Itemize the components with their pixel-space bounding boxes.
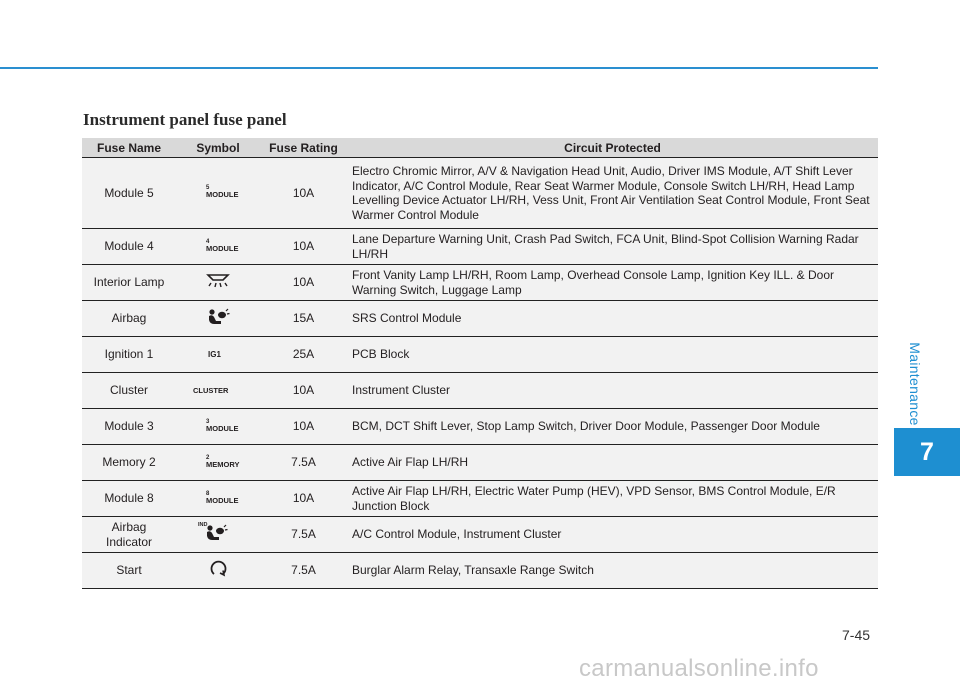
module-symbol: 4 MODULE	[206, 238, 239, 253]
table-row	[82, 158, 878, 229]
chapter-tab: 7	[894, 428, 960, 476]
airbag-icon	[206, 308, 230, 330]
fuse-name: Module 5	[82, 158, 176, 229]
fuse-symbol	[176, 409, 260, 445]
circuit-protected: Lane Departure Warning Unit, Crash Pad Switch, FCA Unit, Blind-Spot Collision Warning Radar LH/RH	[347, 229, 878, 265]
fuse-name: Module 4	[82, 229, 176, 265]
module-symbol: 3 MODULE	[206, 418, 239, 433]
circuit-protected: SRS Control Module	[347, 301, 878, 337]
fuse-rating: 10A	[260, 158, 347, 229]
fuse-rating: 7.5A	[260, 553, 347, 589]
circuit-protected: A/C Control Module, Instrument Cluster	[347, 517, 878, 553]
module-symbol: 5 MODULE	[206, 185, 239, 200]
fuse-rating: 10A	[260, 373, 347, 409]
fuse-name: Start	[82, 553, 176, 589]
fuse-symbol	[176, 265, 260, 301]
circuit-protected: BCM, DCT Shift Lever, Stop Lamp Switch, Driver Door Module, Passenger Door Module	[347, 409, 878, 445]
circuit-protected: Front Vanity Lamp LH/RH, Room Lamp, Overhead Console Lamp, Ignition Key ILL. & Door Warning Switch, Luggage Lamp	[347, 265, 878, 301]
fuse-name: Memory 2	[82, 445, 176, 481]
fuse-rating: 10A	[260, 409, 347, 445]
module-symbol: 8 MODULE	[206, 490, 239, 505]
fuse-rating: 7.5A	[260, 517, 347, 553]
fuse-rating: 10A	[260, 229, 347, 265]
fuse-symbol	[176, 158, 260, 229]
fuse-symbol	[176, 301, 260, 337]
page-title: Instrument panel fuse panel	[83, 110, 287, 129]
fuse-name: Interior Lamp	[82, 265, 176, 301]
table-row	[82, 517, 878, 553]
fuse-name: Module 8	[82, 481, 176, 517]
circuit-protected: Burglar Alarm Relay, Transaxle Range Switch	[347, 553, 878, 589]
fuse-symbol	[176, 481, 260, 517]
fuse-name: Airbag	[82, 301, 176, 337]
col-fuse-name: Fuse Name	[82, 138, 176, 158]
fuse-symbol	[176, 517, 260, 553]
table-row	[82, 553, 878, 589]
fuse-name: Airbag Indicator	[82, 517, 176, 553]
fuse-symbol	[176, 337, 260, 373]
cluster-symbol: CLUSTER	[193, 386, 229, 396]
table-row	[82, 229, 878, 265]
table-row	[82, 301, 878, 337]
fuse-rating: 7.5A	[260, 445, 347, 481]
fuse-rating: 15A	[260, 301, 347, 337]
ig1-symbol: IG1	[208, 350, 221, 360]
airbag-indicator-icon	[198, 521, 228, 546]
table-row	[82, 445, 878, 481]
header-rule	[0, 67, 878, 69]
watermark: carmanualsonline.info	[579, 655, 819, 682]
ind-label: IND	[198, 521, 208, 528]
fuse-symbol	[176, 373, 260, 409]
chapter-label: Maintenance	[907, 342, 923, 426]
fuse-rating: 10A	[260, 265, 347, 301]
circuit-protected: Active Air Flap LH/RH	[347, 445, 878, 481]
circuit-protected: Electro Chromic Mirror, A/V & Navigation Head Unit, Audio, Driver IMS Module, A/T Shift Lever Indicator, A/C Control Module, Rear Seat Warmer Module, Console Switch LH/RH, Head Lamp Levelling Device Actuator LH/RH, Vess Unit, Front Air Ventilation Seat Control Module, Front Seat Warmer Control Module	[347, 158, 878, 229]
fuse-rating: 10A	[260, 481, 347, 517]
page-number: 7-45	[842, 627, 871, 643]
fuse-symbol	[176, 553, 260, 589]
table-row	[82, 409, 878, 445]
table-row	[82, 481, 878, 517]
circuit-protected: Instrument Cluster	[347, 373, 878, 409]
memory-symbol: 2 MEMORY	[206, 454, 240, 469]
circuit-protected: PCB Block	[347, 337, 878, 373]
fuse-name: Module 3	[82, 409, 176, 445]
table-row	[82, 265, 878, 301]
interior-lamp-icon	[206, 273, 230, 293]
col-fuse-rating: Fuse Rating	[260, 138, 347, 158]
col-circuit-protected: Circuit Protected	[347, 138, 878, 158]
circuit-protected: Active Air Flap LH/RH, Electric Water Pump (HEV), VPD Sensor, BMS Control Module, E/R Junction Block	[347, 481, 878, 517]
table-row	[82, 373, 878, 409]
fuse-name: Cluster	[82, 373, 176, 409]
fuse-table	[82, 138, 878, 589]
fuse-rating: 25A	[260, 337, 347, 373]
fuse-symbol	[176, 229, 260, 265]
col-symbol: Symbol	[176, 138, 260, 158]
fuse-symbol	[176, 445, 260, 481]
table-row	[82, 337, 878, 373]
table-header-row	[82, 138, 878, 158]
start-icon	[208, 559, 228, 583]
fuse-name: Ignition 1	[82, 337, 176, 373]
